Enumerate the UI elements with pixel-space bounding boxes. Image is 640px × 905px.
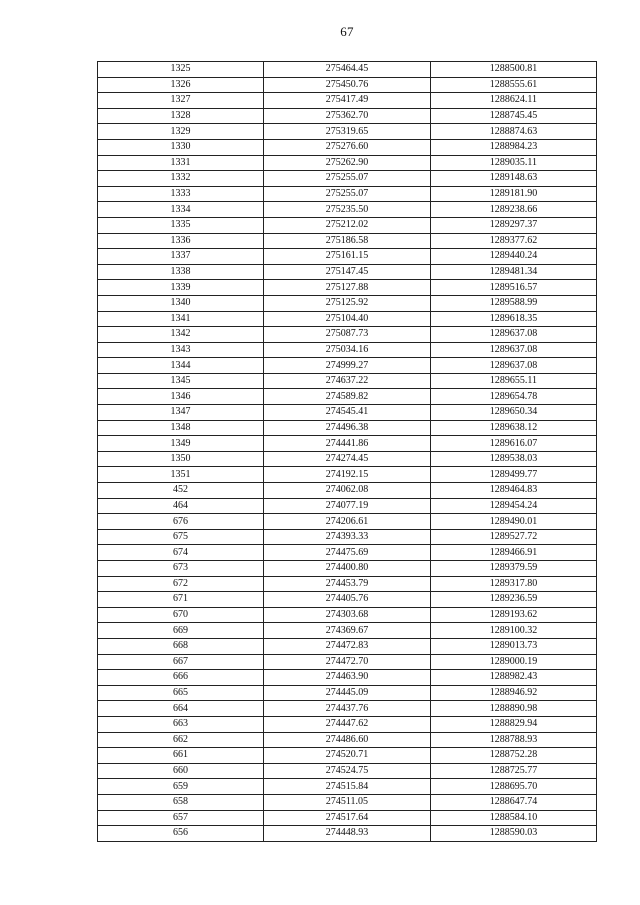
table-row (98, 233, 597, 249)
x-coordinate-cell: 275147.45 (264, 264, 431, 280)
y-coordinate-cell: 1289236.59 (431, 592, 597, 608)
point-number-cell: 1332 (98, 171, 264, 187)
y-coordinate-cell: 1288788.93 (431, 732, 597, 748)
y-coordinate-cell: 1288982.43 (431, 670, 597, 686)
point-number-cell: 665 (98, 685, 264, 701)
table-row (98, 545, 597, 561)
y-coordinate-cell: 1289638.12 (431, 420, 597, 436)
x-coordinate-cell: 274517.64 (264, 810, 431, 826)
x-coordinate-cell: 274496.38 (264, 420, 431, 436)
table-row (98, 280, 597, 296)
y-coordinate-cell: 1288725.77 (431, 763, 597, 779)
x-coordinate-cell: 274520.71 (264, 748, 431, 764)
y-coordinate-cell: 1288590.03 (431, 826, 597, 842)
y-coordinate-cell: 1288695.70 (431, 779, 597, 795)
table-row (98, 748, 597, 764)
x-coordinate-cell: 275034.16 (264, 342, 431, 358)
table-row (98, 327, 597, 343)
x-coordinate-cell: 274445.09 (264, 685, 431, 701)
point-number-cell: 464 (98, 498, 264, 514)
point-number-cell: 672 (98, 576, 264, 592)
y-coordinate-cell: 1289481.34 (431, 264, 597, 280)
x-coordinate-cell: 275127.88 (264, 280, 431, 296)
y-coordinate-cell: 1289000.19 (431, 654, 597, 670)
point-number-cell: 658 (98, 794, 264, 810)
x-coordinate-cell: 275161.15 (264, 249, 431, 265)
table-row (98, 483, 597, 499)
table-row (98, 685, 597, 701)
point-number-cell: 673 (98, 561, 264, 577)
x-coordinate-cell: 275362.70 (264, 108, 431, 124)
point-number-cell: 669 (98, 623, 264, 639)
y-coordinate-cell: 1289379.59 (431, 561, 597, 577)
y-coordinate-cell: 1289637.08 (431, 327, 597, 343)
point-number-cell: 452 (98, 483, 264, 499)
table-row (98, 124, 597, 140)
table-row (98, 249, 597, 265)
x-coordinate-cell: 275276.60 (264, 139, 431, 155)
x-coordinate-cell: 275464.45 (264, 62, 431, 78)
y-coordinate-cell: 1289499.77 (431, 467, 597, 483)
point-number-cell: 1346 (98, 389, 264, 405)
y-coordinate-cell: 1289637.08 (431, 358, 597, 374)
table-row (98, 62, 597, 78)
table-row (98, 93, 597, 109)
table-row (98, 405, 597, 421)
point-number-cell: 663 (98, 716, 264, 732)
x-coordinate-cell: 274274.45 (264, 451, 431, 467)
table-row (98, 716, 597, 732)
x-coordinate-cell: 274589.82 (264, 389, 431, 405)
x-coordinate-cell: 274441.86 (264, 436, 431, 452)
point-number-cell: 1336 (98, 233, 264, 249)
table-row (98, 358, 597, 374)
x-coordinate-cell: 274369.67 (264, 623, 431, 639)
x-coordinate-cell: 274447.62 (264, 716, 431, 732)
y-coordinate-cell: 1288584.10 (431, 810, 597, 826)
table-row (98, 186, 597, 202)
y-coordinate-cell: 1288745.45 (431, 108, 597, 124)
point-number-cell: 1339 (98, 280, 264, 296)
table-row (98, 592, 597, 608)
table-row (98, 607, 597, 623)
x-coordinate-cell: 274405.76 (264, 592, 431, 608)
point-number-cell: 1340 (98, 295, 264, 311)
y-coordinate-cell: 1289655.11 (431, 373, 597, 389)
point-number-cell: 1343 (98, 342, 264, 358)
table-row (98, 623, 597, 639)
point-number-cell: 1348 (98, 420, 264, 436)
table-row (98, 295, 597, 311)
x-coordinate-cell: 275104.40 (264, 311, 431, 327)
table-row (98, 763, 597, 779)
table-row (98, 561, 597, 577)
x-coordinate-cell: 275087.73 (264, 327, 431, 343)
point-number-cell: 675 (98, 529, 264, 545)
point-number-cell: 1347 (98, 405, 264, 421)
table-row (98, 436, 597, 452)
y-coordinate-cell: 1288829.94 (431, 716, 597, 732)
x-coordinate-cell: 274511.05 (264, 794, 431, 810)
y-coordinate-cell: 1289527.72 (431, 529, 597, 545)
y-coordinate-cell: 1288647.74 (431, 794, 597, 810)
point-number-cell: 656 (98, 826, 264, 842)
point-number-cell: 1327 (98, 93, 264, 109)
point-number-cell: 676 (98, 514, 264, 530)
y-coordinate-cell: 1289440.24 (431, 249, 597, 265)
y-coordinate-cell: 1289637.08 (431, 342, 597, 358)
x-coordinate-cell: 274400.80 (264, 561, 431, 577)
y-coordinate-cell: 1289490.01 (431, 514, 597, 530)
table-row (98, 467, 597, 483)
table-row (98, 701, 597, 717)
y-coordinate-cell: 1289148.63 (431, 171, 597, 187)
y-coordinate-cell: 1289297.37 (431, 217, 597, 233)
x-coordinate-cell: 275319.65 (264, 124, 431, 140)
table-row (98, 826, 597, 842)
x-coordinate-cell: 274486.60 (264, 732, 431, 748)
x-coordinate-cell: 275235.50 (264, 202, 431, 218)
table-row (98, 576, 597, 592)
table-row (98, 389, 597, 405)
y-coordinate-cell: 1289654.78 (431, 389, 597, 405)
y-coordinate-cell: 1289454.24 (431, 498, 597, 514)
x-coordinate-cell: 274062.08 (264, 483, 431, 499)
x-coordinate-cell: 275450.76 (264, 77, 431, 93)
point-number-cell: 670 (98, 607, 264, 623)
y-coordinate-cell: 1289464.83 (431, 483, 597, 499)
point-number-cell: 664 (98, 701, 264, 717)
x-coordinate-cell: 275255.07 (264, 171, 431, 187)
table-row (98, 638, 597, 654)
y-coordinate-cell: 1289181.90 (431, 186, 597, 202)
table-row (98, 311, 597, 327)
table-row (98, 779, 597, 795)
point-number-cell: 1349 (98, 436, 264, 452)
point-number-cell: 671 (98, 592, 264, 608)
y-coordinate-cell: 1288874.63 (431, 124, 597, 140)
y-coordinate-cell: 1289013.73 (431, 638, 597, 654)
y-coordinate-cell: 1288890.98 (431, 701, 597, 717)
point-number-cell: 1338 (98, 264, 264, 280)
x-coordinate-cell: 275212.02 (264, 217, 431, 233)
x-coordinate-cell: 274437.76 (264, 701, 431, 717)
y-coordinate-cell: 1289035.11 (431, 155, 597, 171)
x-coordinate-cell: 274192.15 (264, 467, 431, 483)
y-coordinate-cell: 1288752.28 (431, 748, 597, 764)
page-number: 67 (340, 24, 354, 39)
point-number-cell: 1325 (98, 62, 264, 78)
x-coordinate-cell: 274545.41 (264, 405, 431, 421)
point-number-cell: 1333 (98, 186, 264, 202)
point-number-cell: 1331 (98, 155, 264, 171)
x-coordinate-cell: 274448.93 (264, 826, 431, 842)
y-coordinate-cell: 1289377.62 (431, 233, 597, 249)
point-number-cell: 668 (98, 638, 264, 654)
point-number-cell: 660 (98, 763, 264, 779)
table-row (98, 373, 597, 389)
table-row (98, 514, 597, 530)
table-row (98, 342, 597, 358)
point-number-cell: 1341 (98, 311, 264, 327)
table-row (98, 810, 597, 826)
y-coordinate-cell: 1288946.92 (431, 685, 597, 701)
point-number-cell: 1334 (98, 202, 264, 218)
x-coordinate-cell: 274463.90 (264, 670, 431, 686)
x-coordinate-cell: 274472.83 (264, 638, 431, 654)
table-row (98, 202, 597, 218)
point-number-cell: 1337 (98, 249, 264, 265)
x-coordinate-cell: 275125.92 (264, 295, 431, 311)
coordinates-table-body (98, 62, 597, 842)
x-coordinate-cell: 275262.90 (264, 155, 431, 171)
table-row (98, 171, 597, 187)
table-row (98, 420, 597, 436)
table-row (98, 794, 597, 810)
table-row (98, 451, 597, 467)
x-coordinate-cell: 274393.33 (264, 529, 431, 545)
table-row (98, 654, 597, 670)
table-row (98, 529, 597, 545)
y-coordinate-cell: 1289588.99 (431, 295, 597, 311)
x-coordinate-cell: 274077.19 (264, 498, 431, 514)
table-row (98, 77, 597, 93)
coordinates-table (97, 61, 597, 842)
y-coordinate-cell: 1289193.62 (431, 607, 597, 623)
point-number-cell: 1345 (98, 373, 264, 389)
x-coordinate-cell: 274453.79 (264, 576, 431, 592)
y-coordinate-cell: 1289317.80 (431, 576, 597, 592)
x-coordinate-cell: 275255.07 (264, 186, 431, 202)
point-number-cell: 667 (98, 654, 264, 670)
y-coordinate-cell: 1289616.07 (431, 436, 597, 452)
x-coordinate-cell: 274303.68 (264, 607, 431, 623)
table-row (98, 139, 597, 155)
point-number-cell: 657 (98, 810, 264, 826)
y-coordinate-cell: 1288984.23 (431, 139, 597, 155)
point-number-cell: 1335 (98, 217, 264, 233)
x-coordinate-cell: 274515.84 (264, 779, 431, 795)
y-coordinate-cell: 1289516.57 (431, 280, 597, 296)
table-row (98, 155, 597, 171)
table-row (98, 498, 597, 514)
y-coordinate-cell: 1289100.32 (431, 623, 597, 639)
y-coordinate-cell: 1288555.61 (431, 77, 597, 93)
point-number-cell: 1342 (98, 327, 264, 343)
point-number-cell: 1351 (98, 467, 264, 483)
point-number-cell: 666 (98, 670, 264, 686)
point-number-cell: 661 (98, 748, 264, 764)
x-coordinate-cell: 275186.58 (264, 233, 431, 249)
table-row (98, 217, 597, 233)
x-coordinate-cell: 274472.70 (264, 654, 431, 670)
point-number-cell: 1344 (98, 358, 264, 374)
table-row (98, 670, 597, 686)
x-coordinate-cell: 274637.22 (264, 373, 431, 389)
point-number-cell: 1328 (98, 108, 264, 124)
point-number-cell: 1330 (98, 139, 264, 155)
point-number-cell: 1326 (98, 77, 264, 93)
y-coordinate-cell: 1289618.35 (431, 311, 597, 327)
x-coordinate-cell: 274206.61 (264, 514, 431, 530)
y-coordinate-cell: 1288500.81 (431, 62, 597, 78)
table-row (98, 108, 597, 124)
x-coordinate-cell: 275417.49 (264, 93, 431, 109)
table-row (98, 732, 597, 748)
point-number-cell: 659 (98, 779, 264, 795)
point-number-cell: 1350 (98, 451, 264, 467)
y-coordinate-cell: 1289650.34 (431, 405, 597, 421)
table-row (98, 264, 597, 280)
x-coordinate-cell: 274524.75 (264, 763, 431, 779)
point-number-cell: 674 (98, 545, 264, 561)
point-number-cell: 662 (98, 732, 264, 748)
y-coordinate-cell: 1289466.91 (431, 545, 597, 561)
x-coordinate-cell: 274475.69 (264, 545, 431, 561)
y-coordinate-cell: 1289238.66 (431, 202, 597, 218)
y-coordinate-cell: 1289538.03 (431, 451, 597, 467)
y-coordinate-cell: 1288624.11 (431, 93, 597, 109)
point-number-cell: 1329 (98, 124, 264, 140)
x-coordinate-cell: 274999.27 (264, 358, 431, 374)
